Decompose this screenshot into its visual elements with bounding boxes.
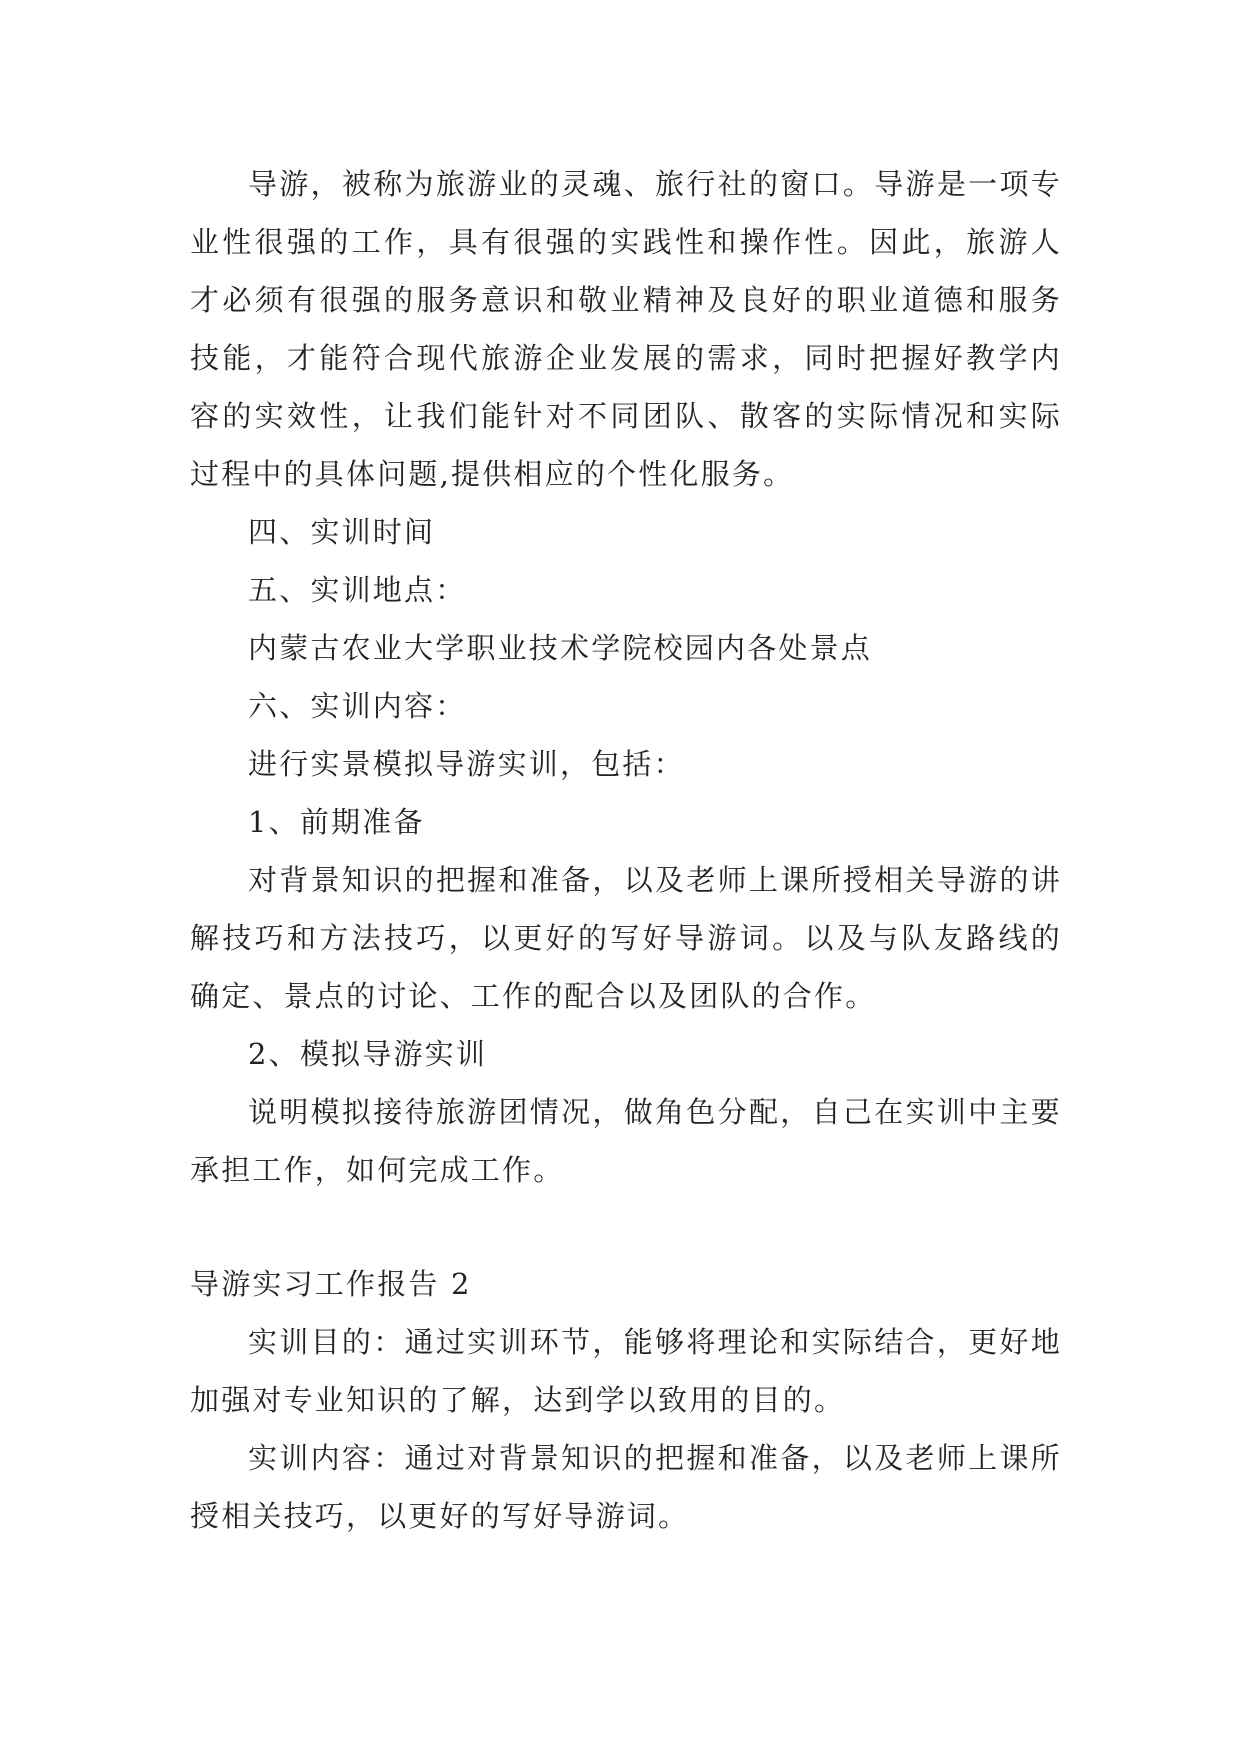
paragraph-step-1-heading: 1、前期准备 (248, 805, 425, 839)
paragraph-training-location-heading: 五、实训地点： (248, 573, 467, 607)
paragraph-training-time: 四、实训时间 (248, 515, 436, 549)
paragraph-step-2-body: 说明模拟接待旅游团情况，做角色分配，自己在实训中主要承担工作，如何完成工作。 (190, 1095, 1062, 1187)
paragraph-training-content-heading: 六、实训内容： (248, 689, 467, 723)
paragraph-intro: 导游，被称为旅游业的灵魂、旅行社的窗口。导游是一项专业性很强的工作，具有很强的实践性和操作性。因此，旅游人才必须有很强的服务意识和敬业精神及良好的职业道德和服务技能，才能符合现代旅游企业发展的需求，同时把握好教学内容的实效性，让我们能针对不同团队、散客的实际情况和实际过程中的具体问题,提供相应的个性化服务。 (190, 167, 1062, 491)
paragraph-training-location: 内蒙古农业大学职业技术学院校园内各处景点 (248, 631, 873, 665)
document-page (190, 155, 1062, 1545)
section-title: 导游实习工作报告 2 (190, 1267, 472, 1301)
paragraph-step-1-body: 对背景知识的把握和准备，以及老师上课所授相关导游的讲解技巧和方法技巧，以更好的写好导游词。以及与队友路线的确定、景点的讨论、工作的配合以及团队的合作。 (190, 863, 1062, 1013)
paragraph-training-content: 进行实景模拟导游实训，包括： (248, 747, 685, 781)
paragraph-step-2-heading: 2、模拟导游实训 (248, 1037, 488, 1071)
paragraph-training-content-2: 实训内容：通过对背景知识的把握和准备，以及老师上课所授相关技巧，以更好的写好导游词。 (190, 1441, 1062, 1533)
paragraph-training-purpose: 实训目的：通过实训环节，能够将理论和实际结合，更好地加强对专业知识的了解，达到学以致用的目的。 (190, 1325, 1062, 1417)
